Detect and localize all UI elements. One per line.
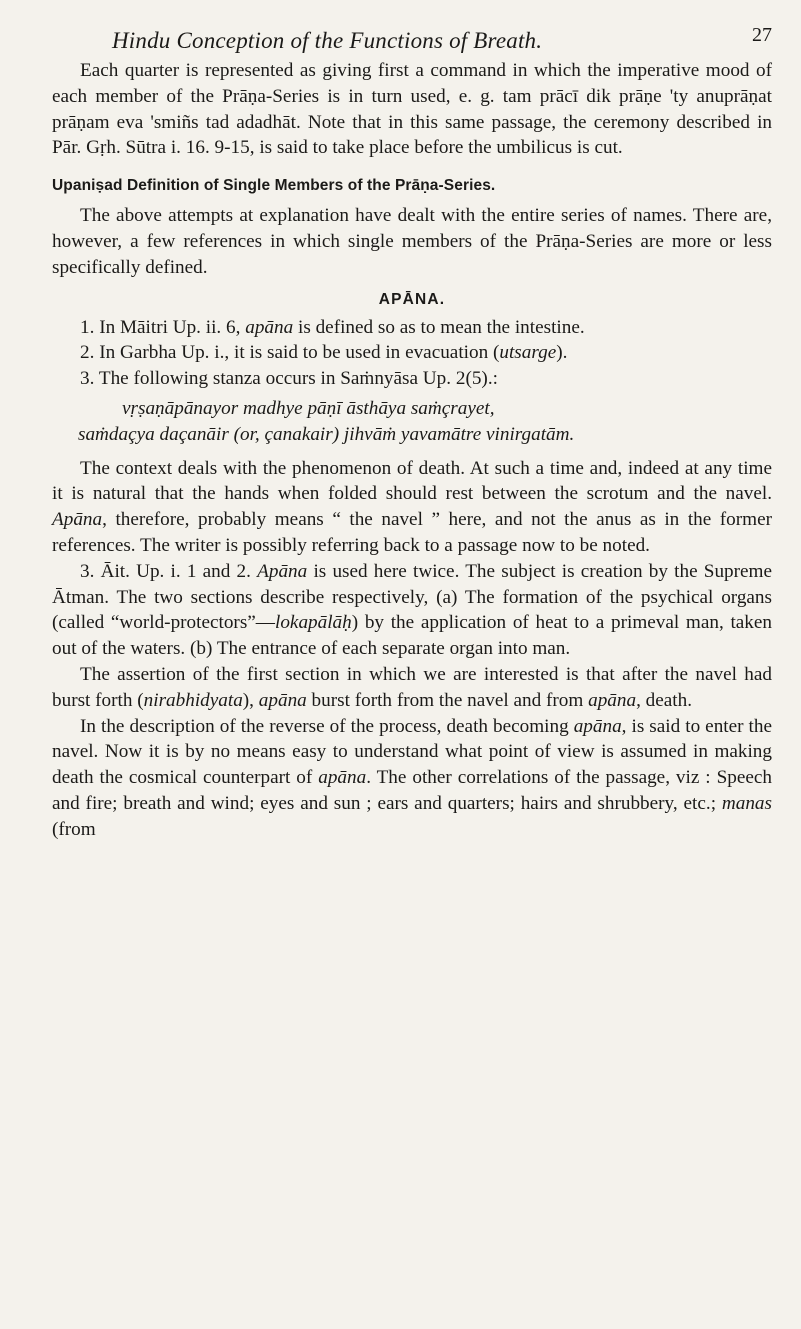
paragraph-emphasis: apāna [588, 689, 637, 711]
paragraph-text: , death. [636, 689, 693, 711]
paragraph-text: , is said to enter the navel. Now it is by no means easy to understand what point of view is assumed in making death the cosmical counterpart of [52, 715, 772, 789]
paragraph-text: In the description of the reverse of the process, death becoming [80, 715, 574, 737]
paragraph-text: is used here twice. The subject is creation by the Supreme Ātman. The two sections describe respectively, (a) The formation of the psychical organs (called “world-protectors”— [52, 560, 772, 634]
paragraph-text: burst forth from the navel and from [306, 689, 589, 711]
list-item [52, 340, 772, 366]
apana-subheading: APĀNA. [378, 290, 446, 308]
paragraph-text: ), [242, 689, 259, 711]
paragraph-emphasis: manas [721, 792, 772, 814]
paragraph-emphasis: Apāna [257, 560, 308, 582]
description-paragraph [52, 714, 772, 843]
context-paragraph [52, 456, 772, 559]
sanskrit-verse [52, 396, 772, 448]
verse-line: vṛṣaṇāpānayor madhye pāṇī āsthāya saṁçrayet, [122, 397, 495, 419]
item-emphasis: apāna [245, 316, 294, 338]
item-text: is defined so as to mean the intestine. [293, 316, 585, 338]
item-text: In Māitri Up. ii. 6, [99, 316, 246, 338]
item-emphasis: utsarge [499, 342, 557, 364]
item-number: 3. [80, 368, 95, 390]
paragraph-emphasis: lokapālāḥ [275, 612, 352, 634]
verse-line: saṁdaçya daçanāir (or, çanakair) jihvāṁ yavamātre vinirgatām. [78, 423, 575, 445]
paragraph-emphasis: nirabhidyata [143, 689, 243, 711]
ait-paragraph [52, 559, 772, 662]
paragraph-text: , therefore, probably means “ the navel ” here, and not the anus as in the former references. The writer is possibly referring back to a passage now to be noted. [52, 509, 772, 556]
paragraph-text: The context deals with the phenomenon of death. At such a time and, indeed at any time it is natural that the hands when folded should rest between the scrotum and the navel. [52, 457, 772, 505]
paragraph-emphasis: apāna [573, 715, 622, 737]
paragraph-text: ) by the application of heat to a primeval man, taken out of the waters. (b) The entrance of each separate organ into man. [52, 612, 772, 660]
assertion-paragraph [52, 662, 772, 714]
paragraph-emphasis: apāna [318, 767, 367, 789]
page-number: 27 [752, 24, 772, 46]
paragraph-text: (from [52, 818, 96, 840]
section-intro-paragraph: The above attempts at explanation have dealt with the entire series of names. There are, however, a few references in which single members of the Prāṇa-Series are more or less specifically defined. [52, 205, 772, 278]
list-item [52, 366, 772, 392]
list-item [52, 315, 772, 341]
paragraph-text: 3. Āit. Up. i. 1 and 2. [80, 560, 258, 582]
page-header [52, 14, 772, 58]
running-title: Hindu Conception of the Functions of Breath. [112, 28, 543, 53]
book-page [52, 14, 772, 843]
paragraph-emphasis: Apāna [52, 509, 103, 531]
paragraph-emphasis: apāna [258, 689, 307, 711]
item-text: ). [556, 342, 568, 364]
item-text: The following stanza occurs in Saṁnyāsa Up. 2(5).: [98, 368, 498, 390]
item-number: 1. [80, 316, 95, 338]
item-number: 2. [80, 342, 95, 364]
section-heading: Upaniṣad Definition of Single Members of the Prāṇa-Series. [52, 177, 496, 195]
paragraph-text: The assertion of the first section in which we are interested is that after the navel had burst forth ( [52, 663, 772, 711]
item-text: In Garbha Up. i., it is said to be used in evacuation ( [99, 342, 500, 364]
paragraph-text: . The other correlations of the passage, viz : Speech and fire; breath and wind; eyes and sun ; ears and quarters; hairs and shrubbery, etc.; [52, 767, 772, 814]
intro-paragraph: Each quarter is represented as giving first a command in which the imperative mood of each member of the Prāṇa-Series is in turn used, e. g. tam prācī dik prāṇe 'ty anuprāṇat prāṇam eva 'smiñs tad adadhāt. Note that in this same passage, the ceremony described in Pār. Gṛh. Sūtra i. 16. 9-15, is said to take place before the umbilicus is cut. [52, 60, 772, 159]
